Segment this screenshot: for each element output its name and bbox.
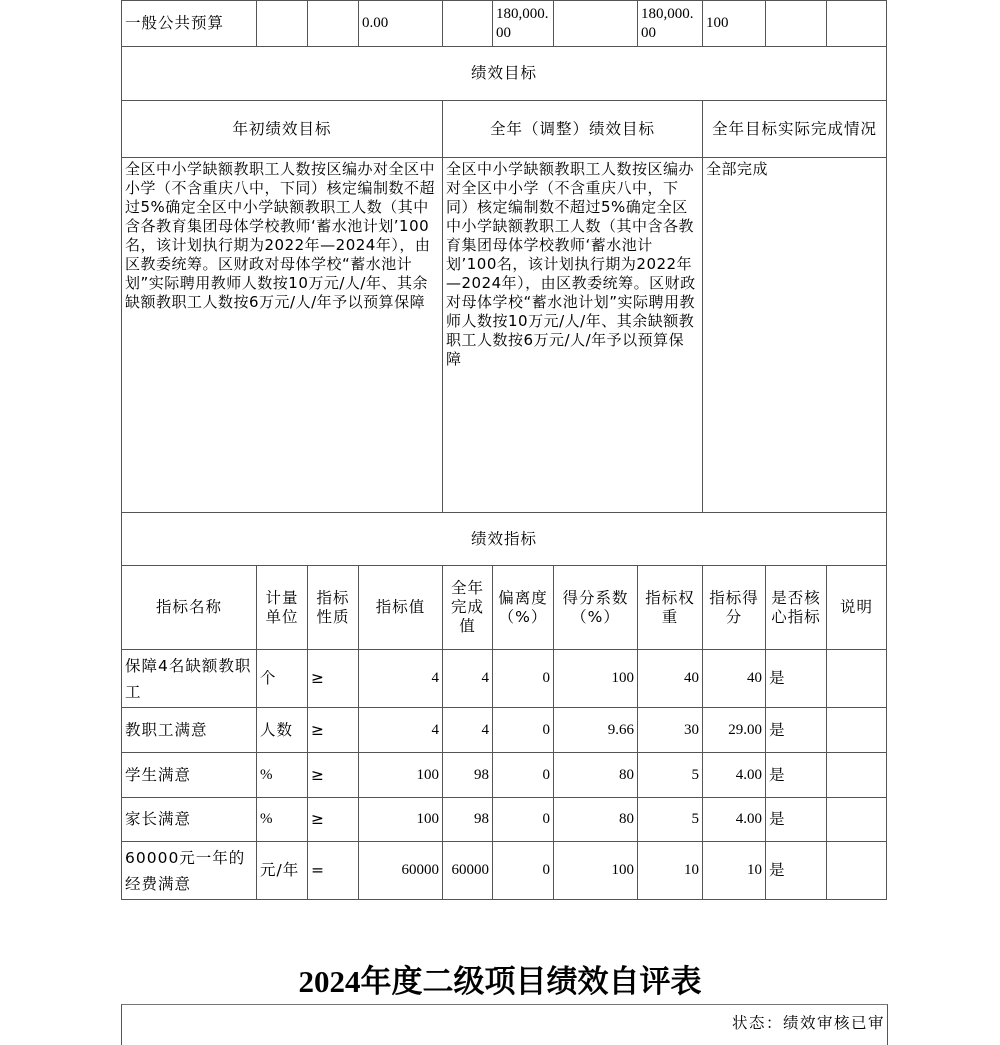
indicator-header-row: [122, 566, 887, 650]
budget-cell-2: [257, 1, 308, 47]
indicator-target: 100: [359, 798, 443, 842]
indicator-deviation: 0: [493, 708, 554, 753]
budget-cell-4: 0.00: [359, 1, 443, 47]
budget-cell-10: [766, 1, 827, 47]
indicator-weight: 5: [638, 798, 703, 842]
indicator-weight: 10: [638, 842, 703, 900]
indicator-nature: ≥: [308, 753, 359, 798]
indicator-target: 4: [359, 650, 443, 708]
indicator-core: 是: [766, 753, 827, 798]
indicator-weight: 30: [638, 708, 703, 753]
col-header-nature: 指标性质: [308, 566, 359, 650]
performance-table: [121, 0, 887, 900]
indicator-unit: 人数: [257, 708, 308, 753]
indicator-weight: 5: [638, 753, 703, 798]
indicator-core: 是: [766, 842, 827, 900]
indicator-name: 家长满意: [122, 798, 257, 842]
col-header-deviation: 偏离度（%）: [493, 566, 554, 650]
table-row: [122, 708, 887, 753]
col-header-weight: 指标权重: [638, 566, 703, 650]
indicator-coefficient: 100: [554, 842, 638, 900]
budget-cell-11: [827, 1, 887, 47]
indicator-coefficient: 80: [554, 798, 638, 842]
indicator-note: [827, 753, 887, 798]
budget-cell-8: 180,000.00: [638, 1, 703, 47]
indicator-nature: ≥: [308, 708, 359, 753]
col-header-note: 说明: [827, 566, 887, 650]
indicator-score: 29.00: [703, 708, 766, 753]
indicator-score: 4.00: [703, 753, 766, 798]
indicator-target: 60000: [359, 842, 443, 900]
indicators-section-title: 绩效指标: [122, 513, 887, 566]
indicator-deviation: 0: [493, 842, 554, 900]
indicator-deviation: 0: [493, 650, 554, 708]
table-row: [122, 753, 887, 798]
indicator-deviation: 0: [493, 753, 554, 798]
form-title: 2024年度二级项目绩效自评表: [298, 964, 702, 999]
indicator-weight: 40: [638, 650, 703, 708]
indicator-unit: 元/年: [257, 842, 308, 900]
indicator-unit: %: [257, 753, 308, 798]
indicator-note: [827, 708, 887, 753]
indicator-actual: 4: [443, 650, 493, 708]
table-row: [122, 842, 887, 900]
indicator-score: 10: [703, 842, 766, 900]
indicator-actual: 98: [443, 798, 493, 842]
indicator-score: 4.00: [703, 798, 766, 842]
indicator-coefficient: 80: [554, 753, 638, 798]
indicator-coefficient: 100: [554, 650, 638, 708]
adjusted-goal-text: 全区中小学缺额教职工人数按区编办对全区中小学（不含重庆八中，下同）核定编制数不超过5%确定全区中小学缺额教职工人数（其中含各教育集团母体学校教师‘蓄水池计划’100名，该计划执行期为2022年—2024年），由区教委统筹。区财政对母体学校“蓄水池计划”实际聘用教师人数按10万元/人/年、其余缺额教职工人数按6万元/人/年予以预算保障: [443, 158, 703, 513]
indicator-note: [827, 842, 887, 900]
indicator-actual: 60000: [443, 842, 493, 900]
col-header-name: 指标名称: [122, 566, 257, 650]
indicator-nature: ≥: [308, 798, 359, 842]
indicator-score: 40: [703, 650, 766, 708]
col-header-coefficient: 得分系数（%）: [554, 566, 638, 650]
initial-goal-header: 年初绩效目标: [122, 101, 443, 158]
initial-goal-text: 全区中小学缺额教职工人数按区编办对全区中小学（不含重庆八中，下同）核定编制数不超过5%确定全区中小学缺额教职工人数（其中含各教育集团母体学校教师‘蓄水池计划’100名，该计划执行期为2022年—2024年），由区教委统筹。区财政对母体学校“蓄水池计划”实际聘用教师人数按10万元/人/年、其余缺额教职工人数按6万元/人/年予以预算保障: [122, 158, 443, 513]
col-header-unit: 计量单位: [257, 566, 308, 650]
indicator-note: [827, 798, 887, 842]
table-row: [122, 650, 887, 708]
col-header-score: 指标得分: [703, 566, 766, 650]
indicator-core: 是: [766, 650, 827, 708]
budget-cell-7: [554, 1, 638, 47]
budget-cell-5: [443, 1, 493, 47]
budget-cell-3: [308, 1, 359, 47]
indicator-core: 是: [766, 708, 827, 753]
indicator-core: 是: [766, 798, 827, 842]
status-box: [121, 1004, 888, 1045]
indicator-name: 保障4名缺额教职工: [122, 650, 257, 708]
indicator-unit: 个: [257, 650, 308, 708]
status-text: 状态：绩效审核已审: [731, 1014, 885, 1032]
col-header-target: 指标值: [359, 566, 443, 650]
indicator-target: 4: [359, 708, 443, 753]
actual-completion-text: 全部完成: [703, 158, 887, 513]
table-row: [122, 798, 887, 842]
indicator-nature: ≥: [308, 650, 359, 708]
indicator-note: [827, 650, 887, 708]
budget-cell-6: 180,000.00: [493, 1, 554, 47]
indicator-actual: 98: [443, 753, 493, 798]
budget-cell-9: 100: [703, 1, 766, 47]
goals-section-title: 绩效目标: [122, 47, 887, 101]
indicator-unit: %: [257, 798, 308, 842]
actual-completion-header: 全年目标实际完成情况: [703, 101, 887, 158]
indicator-actual: 4: [443, 708, 493, 753]
adjusted-goal-header: 全年（调整）绩效目标: [443, 101, 703, 158]
budget-row: [122, 1, 887, 47]
indicator-deviation: 0: [493, 798, 554, 842]
indicator-name: 60000元一年的经费满意: [122, 842, 257, 900]
indicator-coefficient: 9.66: [554, 708, 638, 753]
indicator-name: 学生满意: [122, 753, 257, 798]
col-header-actual: 全年完成值: [443, 566, 493, 650]
indicator-name: 教职工满意: [122, 708, 257, 753]
col-header-core: 是否核心指标: [766, 566, 827, 650]
indicator-target: 100: [359, 753, 443, 798]
budget-source-label: 一般公共预算: [122, 1, 257, 47]
indicator-nature: =: [308, 842, 359, 900]
